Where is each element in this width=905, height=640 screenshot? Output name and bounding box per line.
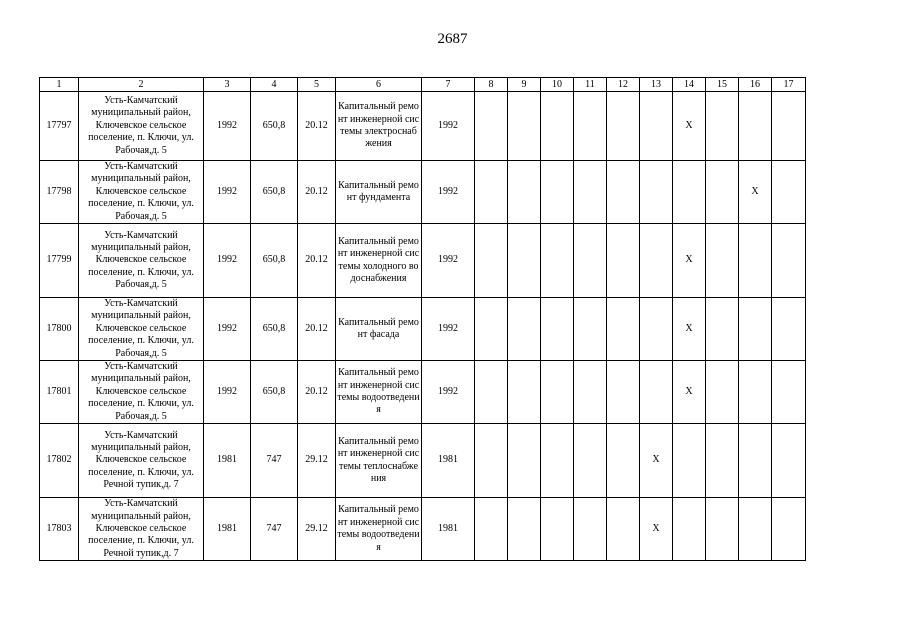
year-cell: 1981	[204, 498, 251, 561]
mark-cell	[475, 498, 508, 561]
mark-cell	[706, 498, 739, 561]
area-cell: 650,8	[251, 224, 298, 298]
year-cell: 1981	[422, 424, 475, 498]
column-header: 2	[79, 78, 204, 92]
code-cell: 29.12	[298, 498, 336, 561]
column-header: 5	[298, 78, 336, 92]
code-cell: 29.12	[298, 424, 336, 498]
table-row	[40, 92, 806, 161]
row-number-cell: 17803	[40, 498, 79, 561]
mark-cell	[475, 361, 508, 424]
mark-cell	[607, 424, 640, 498]
area-cell: 650,8	[251, 298, 298, 361]
mark-cell	[706, 361, 739, 424]
mark-cell	[475, 92, 508, 161]
column-header: 3	[204, 78, 251, 92]
area-cell: 650,8	[251, 161, 298, 224]
mark-cell	[772, 498, 806, 561]
mark-cell	[607, 92, 640, 161]
mark-cell	[508, 361, 541, 424]
mark-cell	[607, 161, 640, 224]
work-type-cell: Капитальный ремонт инженерной системы холодного водоснабжения	[336, 224, 422, 298]
mark-cell: X	[640, 424, 673, 498]
mark-cell	[739, 92, 772, 161]
mark-cell	[574, 424, 607, 498]
mark-cell	[739, 224, 772, 298]
mark-cell	[541, 92, 574, 161]
mark-cell	[541, 424, 574, 498]
table-row	[40, 161, 806, 224]
mark-cell: X	[673, 298, 706, 361]
mark-cell	[772, 92, 806, 161]
row-number-cell: 17797	[40, 92, 79, 161]
mark-cell	[541, 224, 574, 298]
column-header: 6	[336, 78, 422, 92]
mark-cell	[772, 424, 806, 498]
column-header: 12	[607, 78, 640, 92]
column-header: 7	[422, 78, 475, 92]
area-cell: 650,8	[251, 361, 298, 424]
area-cell: 747	[251, 424, 298, 498]
registry-table	[39, 77, 806, 561]
work-type-cell: Капитальный ремонт инженерной системы водоотведения	[336, 361, 422, 424]
row-number-cell: 17801	[40, 361, 79, 424]
mark-cell	[673, 161, 706, 224]
address-cell: Усть-Камчатский муниципальный район, Ключевское сельское поселение, п. Ключи, ул. Рабочая,д. 5	[79, 92, 204, 161]
row-number-cell: 17800	[40, 298, 79, 361]
mark-cell	[508, 224, 541, 298]
mark-cell: X	[640, 498, 673, 561]
year-cell: 1981	[422, 498, 475, 561]
mark-cell	[607, 361, 640, 424]
year-cell: 1992	[422, 92, 475, 161]
year-cell: 1992	[204, 361, 251, 424]
mark-cell	[607, 224, 640, 298]
mark-cell	[508, 298, 541, 361]
mark-cell	[739, 498, 772, 561]
mark-cell	[508, 424, 541, 498]
mark-cell	[739, 424, 772, 498]
mark-cell	[739, 361, 772, 424]
year-cell: 1981	[204, 424, 251, 498]
mark-cell	[640, 361, 673, 424]
column-header: 11	[574, 78, 607, 92]
mark-cell	[475, 424, 508, 498]
mark-cell: X	[673, 224, 706, 298]
year-cell: 1992	[422, 361, 475, 424]
mark-cell	[574, 298, 607, 361]
address-cell: Усть-Камчатский муниципальный район, Ключевское сельское поселение, п. Ключи, ул. Рабочая,д. 5	[79, 161, 204, 224]
year-cell: 1992	[204, 224, 251, 298]
table-row	[40, 224, 806, 298]
mark-cell	[508, 498, 541, 561]
mark-cell	[574, 161, 607, 224]
mark-cell	[640, 224, 673, 298]
table-row	[40, 361, 806, 424]
year-cell: 1992	[204, 298, 251, 361]
mark-cell: X	[739, 161, 772, 224]
address-cell: Усть-Камчатский муниципальный район, Ключевское сельское поселение, п. Ключи, ул. Рабочая,д. 5	[79, 298, 204, 361]
mark-cell	[772, 361, 806, 424]
column-header: 10	[541, 78, 574, 92]
mark-cell	[673, 498, 706, 561]
column-header: 4	[251, 78, 298, 92]
mark-cell: X	[673, 361, 706, 424]
year-cell: 1992	[422, 298, 475, 361]
work-type-cell: Капитальный ремонт инженерной системы теплоснабжения	[336, 424, 422, 498]
table-row	[40, 298, 806, 361]
mark-cell	[541, 161, 574, 224]
mark-cell	[607, 498, 640, 561]
area-cell: 747	[251, 498, 298, 561]
mark-cell	[508, 161, 541, 224]
column-header: 15	[706, 78, 739, 92]
mark-cell	[640, 298, 673, 361]
address-cell: Усть-Камчатский муниципальный район, Ключевское сельское поселение, п. Ключи, ул. Речной тупик,д. 7	[79, 424, 204, 498]
mark-cell	[475, 161, 508, 224]
mark-cell	[706, 92, 739, 161]
mark-cell	[640, 161, 673, 224]
column-header: 1	[40, 78, 79, 92]
work-type-cell: Капитальный ремонт инженерной системы электроснабжения	[336, 92, 422, 161]
column-header: 14	[673, 78, 706, 92]
table-row	[40, 498, 806, 561]
row-number-cell: 17799	[40, 224, 79, 298]
address-cell: Усть-Камчатский муниципальный район, Ключевское сельское поселение, п. Ключи, ул. Рабочая,д. 5	[79, 361, 204, 424]
column-header: 16	[739, 78, 772, 92]
mark-cell	[574, 224, 607, 298]
mark-cell	[574, 498, 607, 561]
mark-cell	[706, 298, 739, 361]
column-header: 17	[772, 78, 806, 92]
mark-cell	[706, 161, 739, 224]
mark-cell	[706, 224, 739, 298]
mark-cell	[640, 92, 673, 161]
mark-cell	[541, 298, 574, 361]
work-type-cell: Капитальный ремонт фасада	[336, 298, 422, 361]
mark-cell	[706, 424, 739, 498]
column-header: 13	[640, 78, 673, 92]
year-cell: 1992	[204, 161, 251, 224]
table-row	[40, 424, 806, 498]
year-cell: 1992	[204, 92, 251, 161]
mark-cell	[772, 161, 806, 224]
address-cell: Усть-Камчатский муниципальный район, Ключевское сельское поселение, п. Ключи, ул. Рабочая,д. 5	[79, 224, 204, 298]
mark-cell	[574, 361, 607, 424]
code-cell: 20.12	[298, 92, 336, 161]
area-cell: 650,8	[251, 92, 298, 161]
work-type-cell: Капитальный ремонт фундамента	[336, 161, 422, 224]
mark-cell	[772, 298, 806, 361]
mark-cell	[475, 224, 508, 298]
mark-cell: X	[673, 92, 706, 161]
column-header: 8	[475, 78, 508, 92]
header-row	[40, 78, 806, 92]
row-number-cell: 17798	[40, 161, 79, 224]
mark-cell	[574, 92, 607, 161]
year-cell: 1992	[422, 224, 475, 298]
page-number: 2687	[437, 31, 468, 47]
mark-cell	[673, 424, 706, 498]
row-number-cell: 17802	[40, 424, 79, 498]
code-cell: 20.12	[298, 224, 336, 298]
mark-cell	[541, 498, 574, 561]
code-cell: 20.12	[298, 298, 336, 361]
code-cell: 20.12	[298, 361, 336, 424]
column-header: 9	[508, 78, 541, 92]
address-cell: Усть-Камчатский муниципальный район, Ключевское сельское поселение, п. Ключи, ул. Речной тупик,д. 7	[79, 498, 204, 561]
year-cell: 1992	[422, 161, 475, 224]
mark-cell	[508, 92, 541, 161]
mark-cell	[475, 298, 508, 361]
code-cell: 20.12	[298, 161, 336, 224]
work-type-cell: Капитальный ремонт инженерной системы водоотведения	[336, 498, 422, 561]
mark-cell	[607, 298, 640, 361]
mark-cell	[772, 224, 806, 298]
mark-cell	[739, 298, 772, 361]
mark-cell	[541, 361, 574, 424]
